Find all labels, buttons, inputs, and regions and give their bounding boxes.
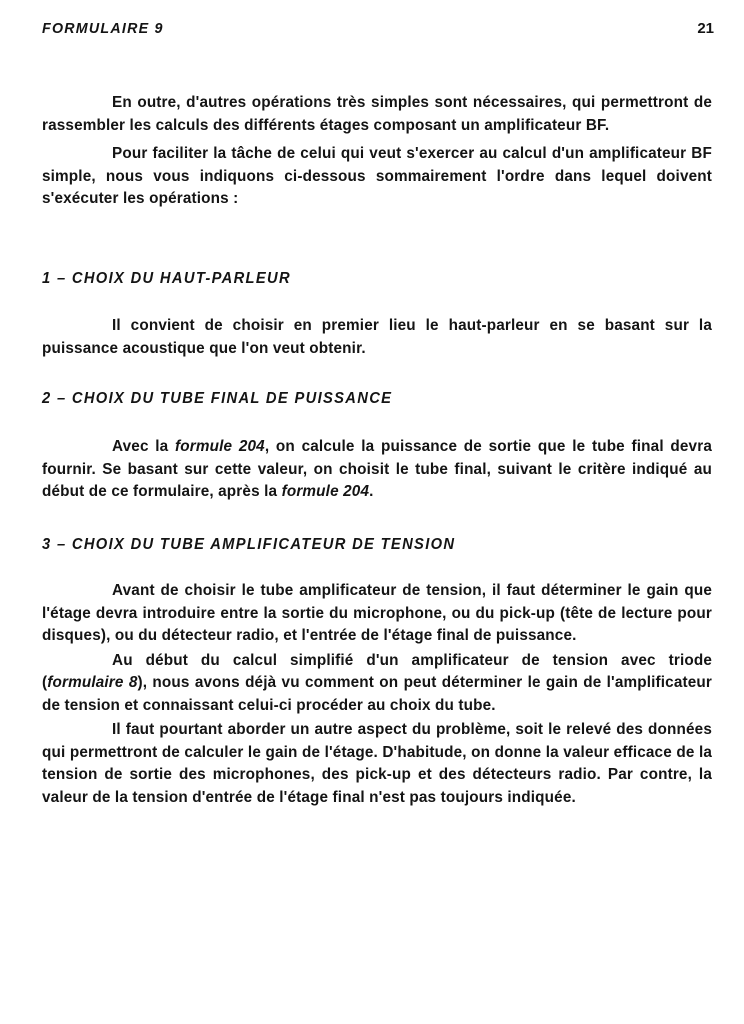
- section-1-paragraph-1: Il convient de choisir en premier lieu le haut-parleur en se basant sur la puissance acoustique que l'on veut obtenir.: [42, 317, 712, 357]
- section-3-heading: 3 – CHOIX DU TUBE AMPLIFICATEUR DE TENSION: [42, 536, 456, 553]
- running-title: FORMULAIRE 9: [42, 20, 164, 37]
- section-3-paragraph-2: [42, 650, 712, 718]
- formula-reference: formule 204: [175, 438, 265, 455]
- formulaire-reference: formulaire 8: [47, 674, 138, 691]
- intro-paragraph-2: Pour faciliter la tâche de celui qui veut s'exercer au calcul d'un amplificateur BF simple, nous vous indiquons ci-dessous sommairement l'ordre dans lequel doivent s'exécuter les opérations :: [42, 145, 712, 207]
- page-number: 21: [697, 20, 714, 37]
- intro-paragraph-1: En outre, d'autres opérations très simples sont nécessaires, qui permettront de rassembler les calculs des différents étages composant un amplificateur BF.: [42, 94, 712, 134]
- page-header: [42, 20, 714, 42]
- text-run: , on calcule la puissance de sortie que le tube final devra fournir. Se basant sur cette valeur, on choisit le tube final, suivant le critère indiqué au début de ce formulaire, après la: [42, 438, 712, 500]
- section-1-heading: 1 – CHOIX DU HAUT-PARLEUR: [42, 270, 291, 287]
- section-2-paragraph-1: [42, 436, 712, 504]
- text-run: Au début du calcul simplifié d'un amplificateur de tension avec triode (: [42, 651, 712, 691]
- text-run: Avec la: [112, 438, 176, 455]
- text-run: ), nous avons déjà vu comment on peut déterminer le gain de l'amplificateur de tension et connaissant celui-ci procéder au choix du tube.: [42, 674, 712, 714]
- section-3-body: [42, 580, 712, 809]
- formula-reference: formule 204: [281, 483, 370, 500]
- section-3-paragraph-1: Avant de choisir le tube amplificateur de tension, il faut déterminer le gain que l'étage devra introduire entre la sortie du microphone, ou du pick-up (tête de lecture pour disques), ou du détecteur radio, et l'entrée de l'étage final de puissance.: [42, 582, 712, 644]
- section-1-body: [42, 315, 712, 360]
- text-run: .: [369, 483, 374, 500]
- section-2-body: [42, 436, 712, 504]
- section-3-paragraph-3: Il faut pourtant aborder un autre aspect du problème, soit le relevé des données qui permettront de calculer le gain de l'étage. D'habitude, on donne la valeur efficace de la tension de sortie des microphones, des pick-up et des détecteurs radio. Par contre, la valeur de la tension d'entrée de l'étage final n'est pas toujours indiquée.: [42, 721, 712, 806]
- intro-block: [42, 92, 712, 211]
- section-2-heading: 2 – CHOIX DU TUBE FINAL DE PUISSANCE: [42, 390, 393, 407]
